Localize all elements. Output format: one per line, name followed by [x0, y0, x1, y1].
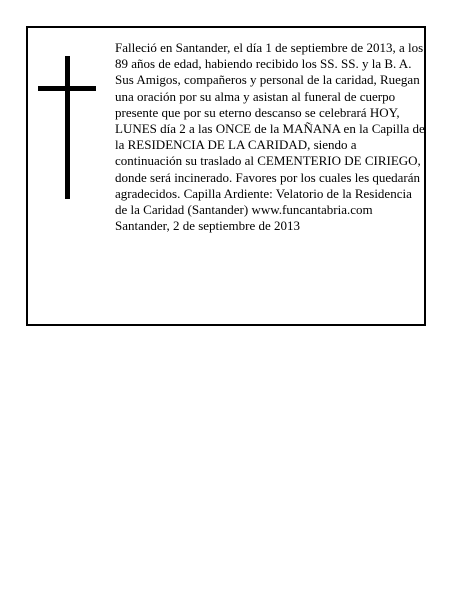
- cross-vertical-bar: [65, 56, 70, 199]
- notice-paragraph-death: Falleció en Santander, el día 1 de septiembre de 2013, a los 89 años de edad, habiendo recibido los SS. SS. y la B. A.: [115, 40, 424, 72]
- notice-text: [115, 40, 425, 234]
- notice-paragraph-funeral: Sus Amigos, compañeros y personal de la caridad, Ruegan una oración por su alma y asistan al funeral de cuerpo presente que por su eterno descanso se celebrará HOY, LUNES día 2 a las ONCE de la MAÑANA en la Capilla de la RESIDENCIA DE LA CARIDAD, siendo a continuación su traslado al CEMENTERIO DE CIRIEGO, donde será incinerado. Favores por los cuales les quedarán agradecidos. Capilla Ardiente: Velatorio de la Residencia de la Caridad (Santander) www.funcantabria.com Santander, 2 de septiembre de 2013: [115, 72, 425, 234]
- cross-horizontal-bar: [38, 86, 96, 91]
- cross-icon: [38, 56, 96, 199]
- obituary-notice: [26, 26, 426, 326]
